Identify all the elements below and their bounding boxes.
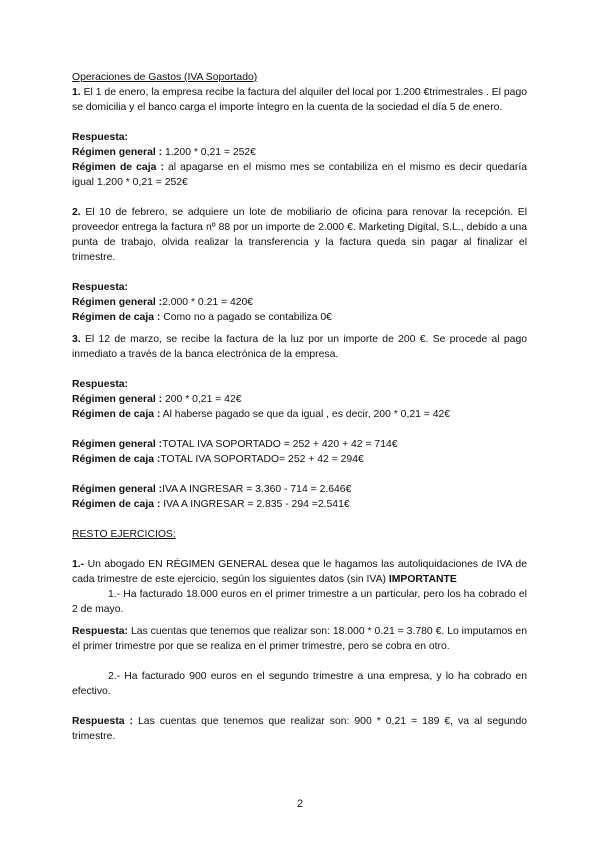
resto-answer-1: Respuesta: Las cuentas que tenemos que realizar son: 18.000 * 0.21 = 3.780 €. Lo imputamos en el primer trimestre por que se realiza en el primer trimestre, pero se cobra en otro. (72, 626, 527, 652)
exercise-number: 3. (72, 334, 81, 345)
regimen-general-line: Régimen general :2.000 * 0.21 = 420€ (72, 297, 254, 308)
regimen-caja-line: Régimen de caja : Al haberse pagado se que da igual , es decir, 200 * 0,21 = 42€ (72, 409, 451, 420)
resto-item-1: 1.- Ha facturado 18.000 euros en el primer trimestre a un particular, pero los ha cobrado el 2 de mayo. (72, 589, 527, 615)
ingresar-caja-line: Régimen de caja : IVA A INGRESAR = 2.835 - 294 =2.541€ (72, 499, 350, 510)
regimen-general-line: Régimen general : 200 * 0,21 = 42€ (72, 394, 242, 405)
ingresar-general-line: Régimen general :IVA A INGRESAR = 3.360 - 714 = 2.646€ (72, 484, 352, 495)
page-number: 2 (296, 798, 304, 810)
exercise-3 (72, 332, 527, 362)
exercise-1 (72, 85, 527, 115)
answer-label: Respuesta: (72, 379, 129, 390)
important-label: IMPORTANTE (388, 574, 457, 585)
exercise-number: 1. (72, 87, 81, 98)
page-content (72, 70, 527, 744)
regimen-general-line: Régimen general : 1.200 * 0,21 = 252€ (72, 147, 256, 158)
exercise-text: El 10 de febrero, se adquiere un lote de mobiliario de oficina para renovar la recepción. El proveedor entrega la factura nº 88 por un importe de 2.000 €. Marketing Digital, S.L., debido a una punta de trabajo, olvida realizar la transferencia y la factura queda sin pagar al finalizar el trimestre. (72, 207, 527, 263)
regimen-caja-line: Régimen de caja : Como no a pagado se contabiliza 0€ (72, 312, 332, 323)
resto-heading: RESTO EJERCICIOS: (72, 529, 176, 540)
total-general-line: Régimen general :TOTAL IVA SOPORTADO = 252 + 420 + 42 = 714€ (72, 439, 398, 450)
section-heading: Operaciones de Gastos (IVA Soportado) (72, 72, 258, 83)
resto-answer-2: Respuesta : Las cuentas que tenemos que realizar son: 900 * 0,21 = 189 €, va al segundo trimestre. (72, 716, 527, 742)
total-caja-line: Régimen de caja :TOTAL IVA SOPORTADO= 252 + 42 = 294€ (72, 454, 364, 465)
exercise-2 (72, 205, 527, 265)
resto-exercise-1: 1.- Un abogado EN RÉGIMEN GENERAL desea que le hagamos las autoliquidaciones de IVA de cada trimestre de este ejercicio, según los siguientes datos (sin IVA) IMPORTANTE (72, 559, 527, 585)
answer-label: Respuesta: (72, 282, 129, 293)
answer-label: Respuesta: (72, 132, 129, 143)
exercise-number: 2. (72, 207, 81, 218)
regimen-caja-line: Régimen de caja : al apagarse en el mismo mes se contabiliza en el mismo es decir quedaría igual 1.200 * 0,21 = 252€ (72, 162, 527, 188)
exercise-text: El 1 de enero, la empresa recibe la factura del alquiler del local por 1.200 €trimestrales . El pago se domicilia y el banco carga el importe íntegro en la cuenta de la sociedad el día 5 de enero. (72, 87, 527, 113)
exercise-text: El 12 de marzo, se recibe la factura de la luz por un importe de 200 €. Se procede al pago inmediato a través de la banca electrónica de la empresa. (72, 334, 527, 360)
resto-item-2: 2.- Ha facturado 900 euros en el segundo trimestre a una empresa, y lo ha cobrado en efectivo. (72, 671, 527, 697)
